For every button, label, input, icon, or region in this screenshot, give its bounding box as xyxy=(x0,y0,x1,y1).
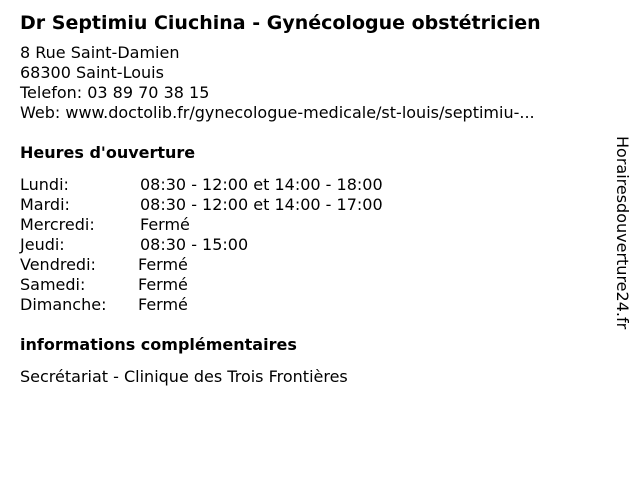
hours-heading: Heures d'ouverture xyxy=(20,143,196,162)
day-hours: Fermé xyxy=(138,295,188,314)
day-label: Mardi: xyxy=(20,195,70,214)
hours-row-thursday xyxy=(20,235,600,255)
opening-hours-table xyxy=(20,175,600,315)
day-hours: 08:30 - 15:00 xyxy=(140,235,249,254)
phone-number: Telefon: 03 89 70 38 15 xyxy=(20,83,210,102)
website-link: Web: www.doctolib.fr/gynecologue-medicale/st-louis/septimiu-... xyxy=(20,103,535,122)
street-address: 8 Rue Saint-Damien xyxy=(20,43,180,62)
hours-row-sunday xyxy=(20,295,600,315)
address-block xyxy=(20,43,600,123)
hours-row-wednesday xyxy=(20,215,600,235)
hours-row-friday xyxy=(20,255,600,275)
info-text: Secrétariat - Clinique des Trois Frontières xyxy=(20,367,348,386)
day-hours: Fermé xyxy=(138,255,188,274)
day-label: Samedi: xyxy=(20,275,86,294)
page-title: Dr Septimiu Ciuchina - Gynécologue obstétricien xyxy=(20,12,541,34)
day-hours: 08:30 - 12:00 et 14:00 - 18:00 xyxy=(140,175,383,194)
hours-row-tuesday xyxy=(20,195,600,215)
day-hours: Fermé xyxy=(138,275,188,294)
day-label: Jeudi: xyxy=(20,235,65,254)
hours-row-monday xyxy=(20,175,600,195)
info-heading: informations complémentaires xyxy=(20,335,297,354)
day-hours: 08:30 - 12:00 et 14:00 - 17:00 xyxy=(140,195,383,214)
day-label: Vendredi: xyxy=(20,255,96,274)
city-address: 68300 Saint-Louis xyxy=(20,63,164,82)
site-watermark-label: Horairesdouverture24.fr xyxy=(613,136,632,330)
hours-row-saturday xyxy=(20,275,600,295)
business-card xyxy=(20,10,600,387)
day-label: Mercredi: xyxy=(20,215,95,234)
day-label: Lundi: xyxy=(20,175,69,194)
day-label: Dimanche: xyxy=(20,295,107,314)
day-hours: Fermé xyxy=(140,215,190,234)
